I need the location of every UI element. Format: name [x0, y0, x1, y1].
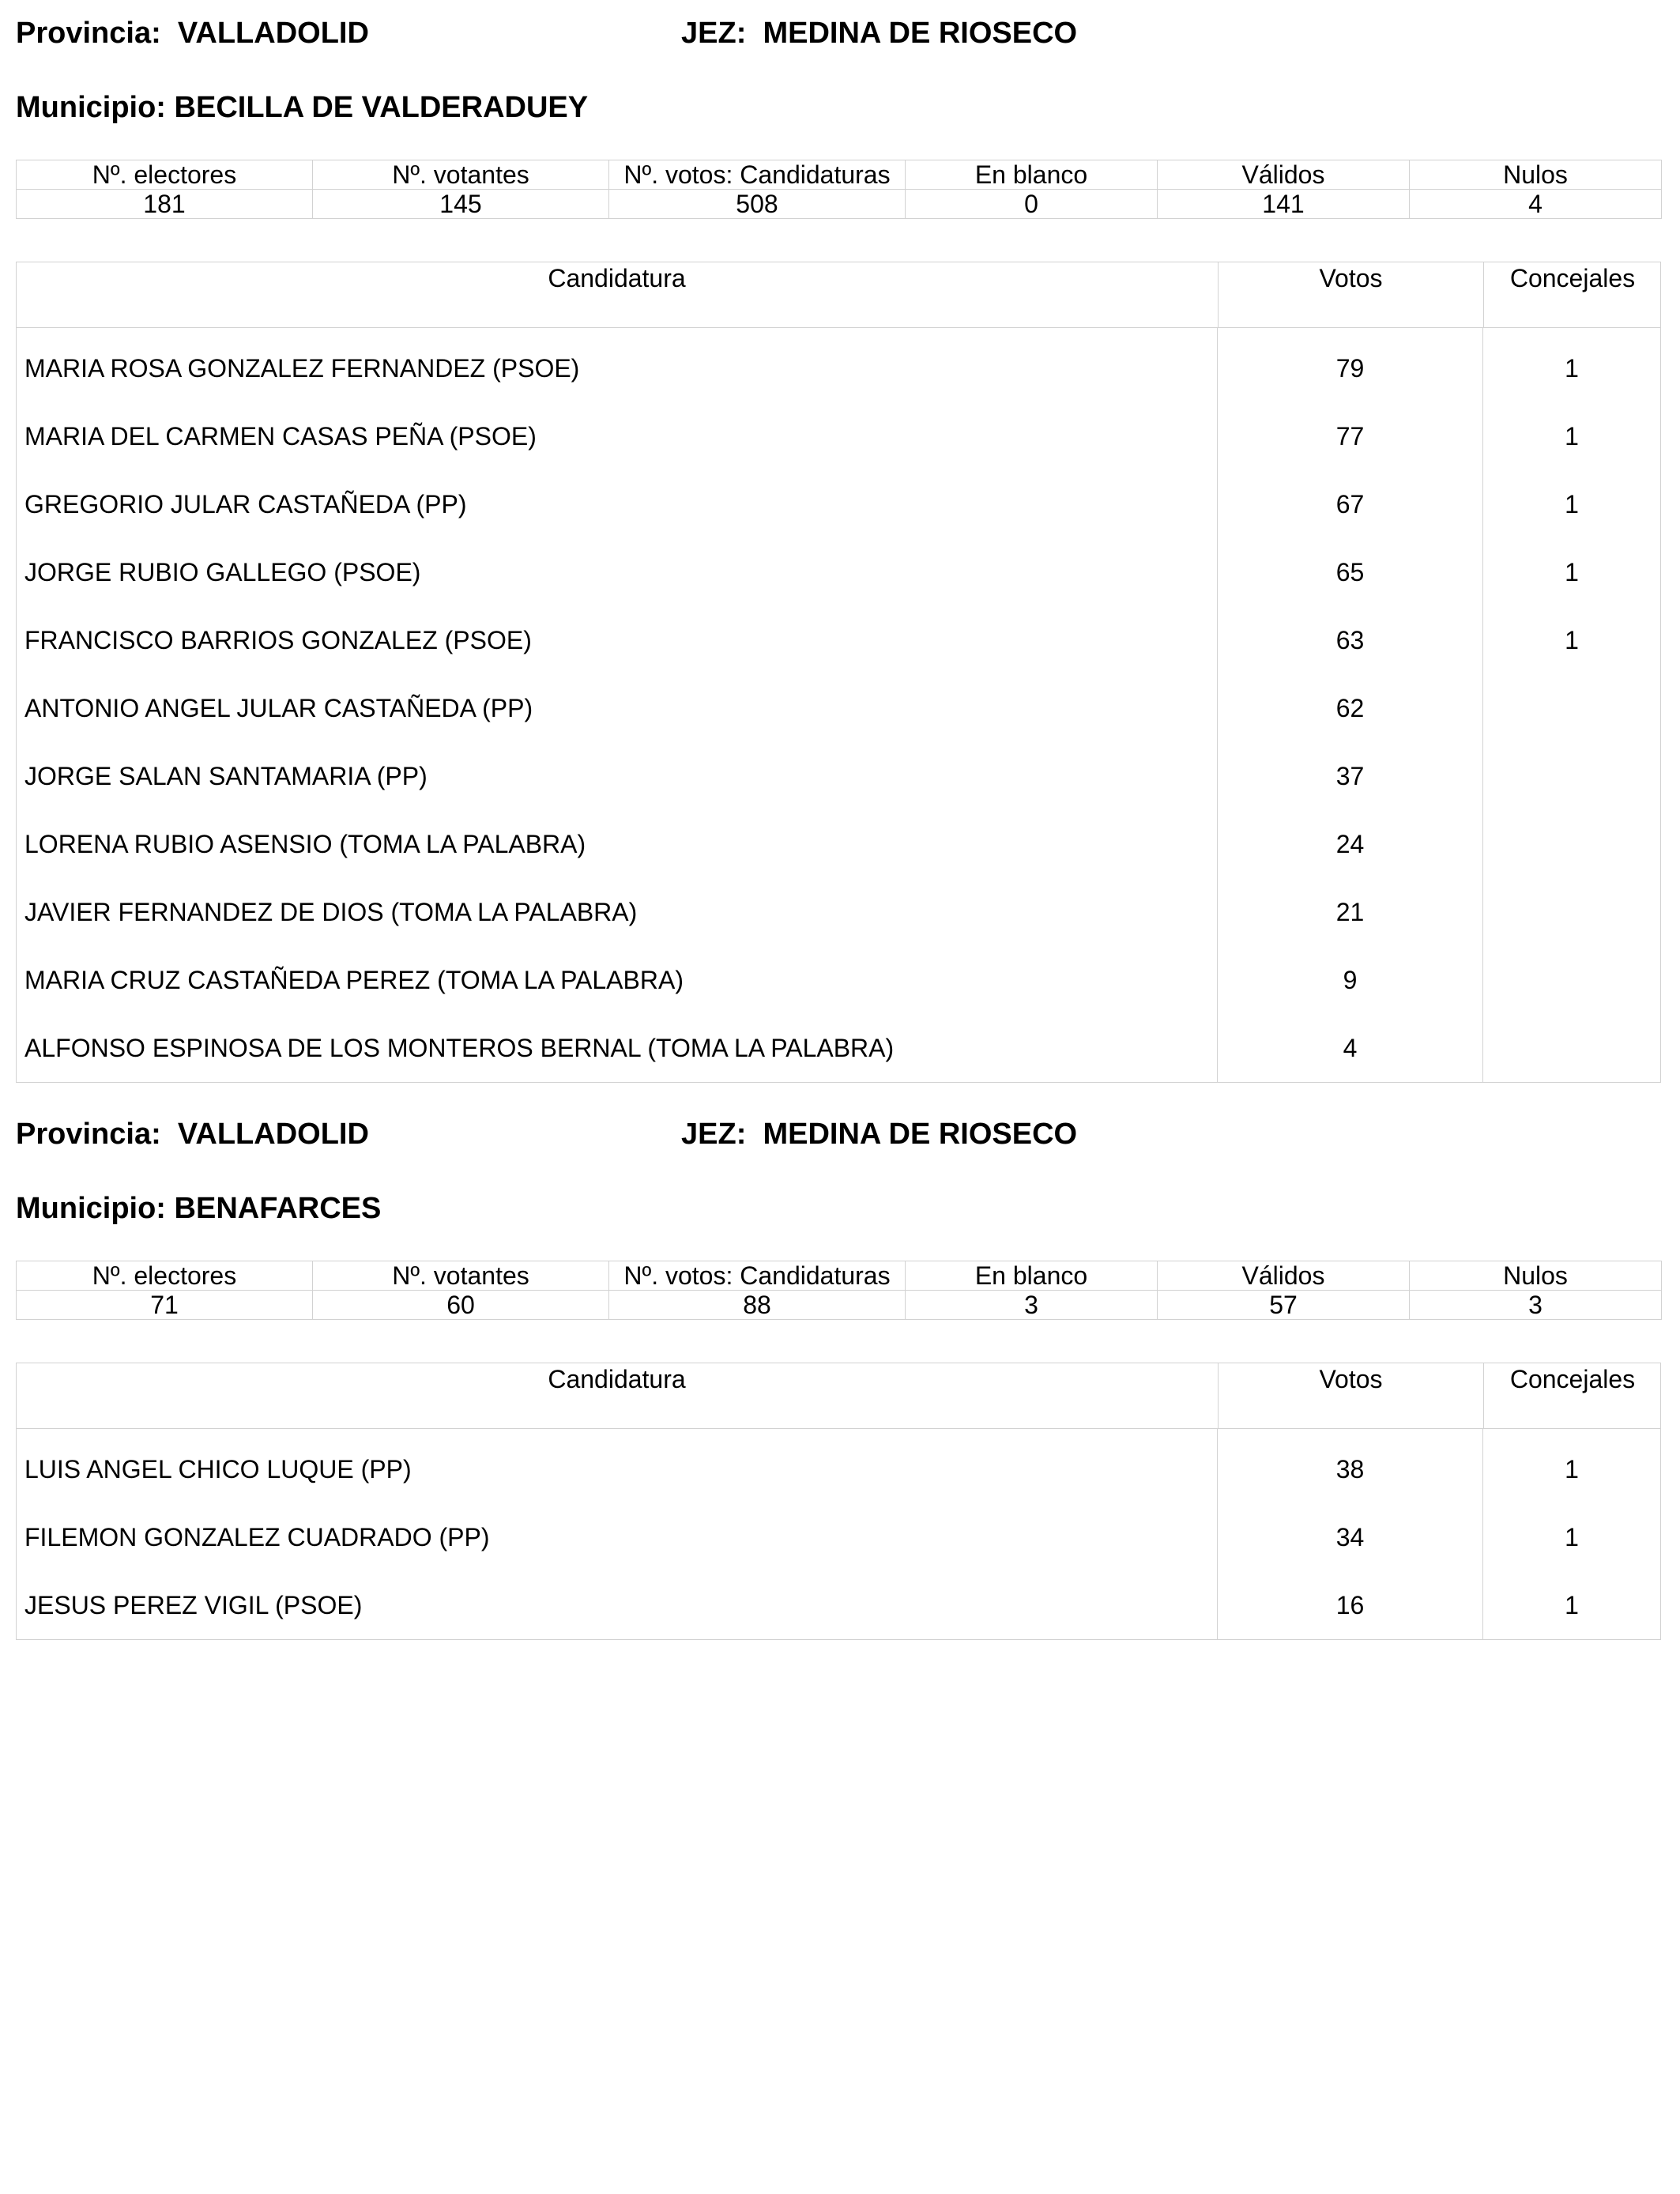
candidates-table — [16, 262, 1661, 1083]
stats-value-nulos: 4 — [1410, 190, 1662, 219]
stats-header-votantes: Nº. votantes — [313, 1261, 609, 1291]
candidate-name: LUIS ANGEL CHICO LUQUE (PP) — [24, 1455, 412, 1483]
stats-table — [16, 160, 1662, 219]
candidatura-header: Candidatura — [548, 1365, 686, 1393]
stats-header-electores: Nº. electores — [17, 1261, 313, 1291]
stats-value-votos-candidaturas: 88 — [609, 1291, 906, 1320]
candidate-concejales: 1 — [1565, 1591, 1579, 1619]
candidate-votes: 79 — [1335, 354, 1365, 383]
table-row — [17, 1435, 1660, 1503]
stats-table — [16, 1261, 1662, 1320]
candidate-votes: 4 — [1343, 1034, 1358, 1062]
candidate-concejales — [1483, 878, 1660, 946]
municipio-label: Municipio: — [16, 1192, 166, 1225]
jez-label: JEZ: — [681, 1118, 747, 1151]
candidate-concejales: 1 — [1565, 490, 1579, 518]
jez-value: MEDINA DE RIOSECO — [763, 17, 1078, 50]
candidates-table — [16, 1363, 1661, 1640]
candidate-name: MARIA CRUZ CASTAÑEDA PEREZ (TOMA LA PALABRA) — [24, 966, 684, 994]
stats-header-electores: Nº. electores — [17, 160, 313, 190]
candidate-name: JORGE SALAN SANTAMARIA (PP) — [24, 762, 428, 790]
municipio-value: BENAFARCES — [174, 1192, 382, 1225]
provincia-heading — [16, 1117, 369, 1152]
votos-header: Votos — [1218, 262, 1483, 327]
candidate-name: JORGE RUBIO GALLEGO (PSOE) — [24, 558, 421, 586]
candidate-votes: 38 — [1335, 1455, 1365, 1483]
stats-header-row — [17, 160, 1662, 190]
candidate-concejales — [1483, 742, 1660, 810]
table-row — [17, 1014, 1660, 1082]
stats-header-validos: Válidos — [1158, 160, 1410, 190]
candidate-concejales: 1 — [1565, 354, 1579, 383]
table-row — [17, 810, 1660, 878]
candidate-name: GREGORIO JULAR CASTAÑEDA (PP) — [24, 490, 467, 518]
candidate-name: MARIA ROSA GONZALEZ FERNANDEZ (PSOE) — [24, 354, 580, 383]
provincia-label: Provincia: — [16, 1118, 161, 1151]
stats-header-validos: Válidos — [1158, 1261, 1410, 1291]
candidate-votes: 34 — [1335, 1523, 1365, 1551]
municipio-label: Municipio: — [16, 91, 166, 124]
municipio-heading — [16, 1191, 381, 1226]
candidates-body — [17, 328, 1660, 1082]
votos-header: Votos — [1218, 1363, 1483, 1428]
candidate-name: LORENA RUBIO ASENSIO (TOMA LA PALABRA) — [24, 830, 586, 858]
stats-value-en-blanco: 0 — [906, 190, 1158, 219]
provincia-label: Provincia: — [16, 17, 161, 50]
candidates-header — [17, 1363, 1660, 1429]
candidate-votes: 9 — [1343, 966, 1358, 994]
candidate-name: FRANCISCO BARRIOS GONZALEZ (PSOE) — [24, 626, 532, 654]
table-row — [17, 402, 1660, 470]
stats-header-nulos: Nulos — [1410, 160, 1662, 190]
candidate-votes: 37 — [1335, 762, 1365, 790]
candidate-concejales — [1483, 674, 1660, 742]
jez-label: JEZ: — [681, 17, 747, 50]
municipio-value: BECILLA DE VALDERADUEY — [174, 91, 589, 124]
stats-value-en-blanco: 3 — [906, 1291, 1158, 1320]
candidate-concejales: 1 — [1565, 422, 1579, 450]
provincia-value: VALLADOLID — [177, 1118, 369, 1151]
jez-heading — [681, 16, 1077, 51]
candidate-concejales: 1 — [1565, 558, 1579, 586]
table-row — [17, 470, 1660, 538]
stats-value-nulos: 3 — [1410, 1291, 1662, 1320]
candidate-name: FILEMON GONZALEZ CUADRADO (PP) — [24, 1523, 490, 1551]
municipio-heading — [16, 90, 588, 125]
stats-header-en-blanco: En blanco — [906, 160, 1158, 190]
provincia-value: VALLADOLID — [177, 17, 369, 50]
jez-heading — [681, 1117, 1077, 1152]
candidate-name: ALFONSO ESPINOSA DE LOS MONTEROS BERNAL (TOMA LA PALABRA) — [24, 1034, 895, 1062]
table-row — [17, 742, 1660, 810]
stats-value-row — [17, 190, 1662, 219]
candidate-votes: 65 — [1335, 558, 1365, 586]
stats-header-nulos: Nulos — [1410, 1261, 1662, 1291]
candidate-concejales: 1 — [1565, 1455, 1579, 1483]
stats-value-votos-candidaturas: 508 — [609, 190, 906, 219]
jez-value: MEDINA DE RIOSECO — [763, 1118, 1078, 1151]
stats-value-votantes: 145 — [313, 190, 609, 219]
candidate-concejales: 1 — [1565, 1523, 1579, 1551]
stats-value-validos: 57 — [1158, 1291, 1410, 1320]
concejales-header: Concejales — [1483, 262, 1661, 327]
table-row — [17, 538, 1660, 606]
table-row — [17, 946, 1660, 1014]
stats-header-votantes: Nº. votantes — [313, 160, 609, 190]
candidate-name: JAVIER FERNANDEZ DE DIOS (TOMA LA PALABRA) — [24, 898, 638, 926]
stats-header-en-blanco: En blanco — [906, 1261, 1158, 1291]
provincia-heading — [16, 16, 369, 51]
stats-value-electores: 181 — [17, 190, 313, 219]
stats-header-row — [17, 1261, 1662, 1291]
stats-value-electores: 71 — [17, 1291, 313, 1320]
table-row — [17, 1503, 1660, 1571]
candidate-votes: 24 — [1335, 830, 1365, 858]
stats-header-votos-candidaturas: Nº. votos: Candidaturas — [609, 1261, 906, 1291]
candidate-name: ANTONIO ANGEL JULAR CASTAÑEDA (PP) — [24, 694, 533, 722]
candidatura-header: Candidatura — [548, 264, 686, 292]
candidate-votes: 16 — [1335, 1591, 1365, 1619]
candidate-votes: 62 — [1335, 694, 1365, 722]
stats-header-votos-candidaturas: Nº. votos: Candidaturas — [609, 160, 906, 190]
concejales-header: Concejales — [1483, 1363, 1661, 1428]
stats-value-votantes: 60 — [313, 1291, 609, 1320]
candidate-name: JESUS PEREZ VIGIL (PSOE) — [24, 1591, 363, 1619]
candidate-votes: 77 — [1335, 422, 1365, 450]
candidate-concejales: 1 — [1565, 626, 1579, 654]
candidate-concejales — [1483, 810, 1660, 878]
candidate-concejales — [1483, 946, 1660, 1014]
candidate-concejales — [1483, 1014, 1660, 1082]
table-row — [17, 674, 1660, 742]
candidates-body — [17, 1429, 1660, 1639]
table-row — [17, 878, 1660, 946]
table-row — [17, 334, 1660, 402]
candidate-votes: 67 — [1335, 490, 1365, 518]
table-row — [17, 1571, 1660, 1639]
candidate-votes: 21 — [1335, 898, 1365, 926]
stats-value-row — [17, 1291, 1662, 1320]
stats-value-validos: 141 — [1158, 190, 1410, 219]
candidate-votes: 63 — [1335, 626, 1365, 654]
table-row — [17, 606, 1660, 674]
candidate-name: MARIA DEL CARMEN CASAS PEÑA (PSOE) — [24, 422, 537, 450]
candidates-header — [17, 262, 1660, 328]
